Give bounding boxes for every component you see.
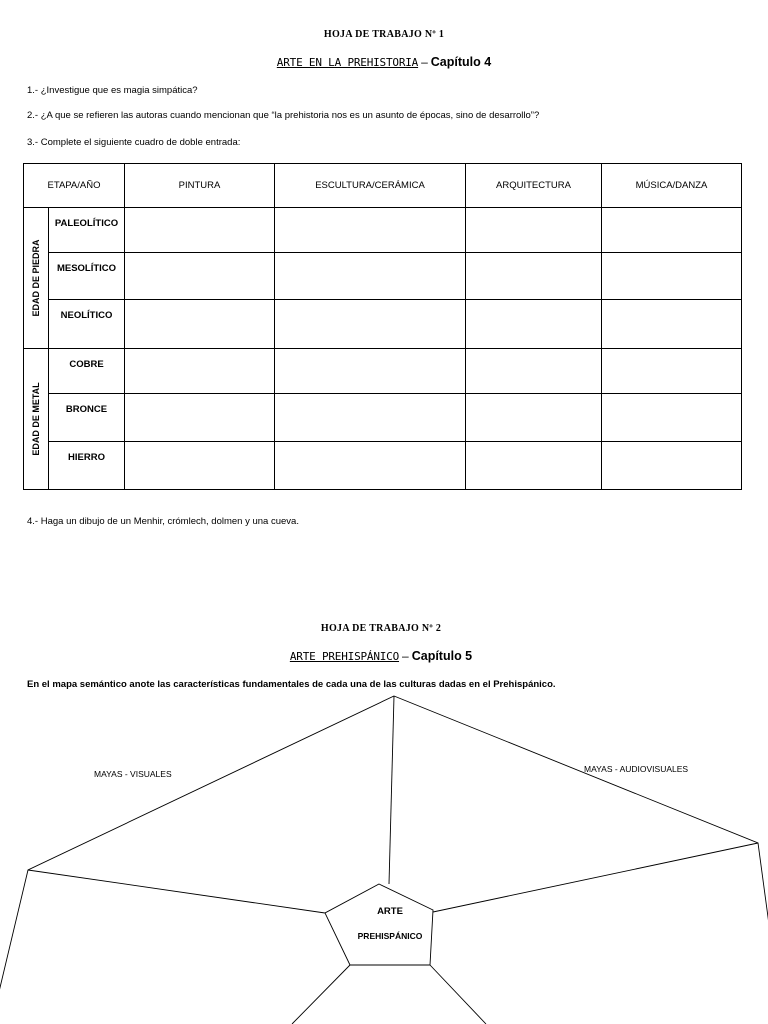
center-label-prehispanico: PREHISPÁNICO [357,931,423,941]
question-2: 2.- ¿A que se refieren las autoras cuando mencionan que “la prehistoria nos es un asunto de épocas, sino de desarrollo”? [27,110,540,121]
spoke-top [389,696,394,884]
outer-pentagon [0,696,768,1024]
header-arquitectura: ARQUITECTURA [466,164,602,208]
sheet1-subtitle-dash: – [421,55,428,69]
center-pentagon [325,884,433,965]
row-label-mesolitico: MESOLÍTICO [49,253,125,300]
spoke-bottom-right [430,965,486,1024]
row-label-bronce: BRONCE [49,394,125,442]
header-escultura: ESCULTURA/CERÁMICA [275,164,466,208]
center-label-arte: ARTE [377,906,403,917]
era-metal-label: EDAD DE METAL [31,382,41,456]
sheet1-subtitle-chapter: Capítulo 4 [430,55,492,69]
spoke-right [433,843,758,912]
question-4: 4.- Haga un dibujo de un Menhir, crómlech, dolmen y una cueva. [27,516,299,527]
label-mayas-visuales: MAYAS - VISUALES [94,769,172,779]
sheet2-subtitle-chapter: Capítulo 5 [411,649,473,663]
spoke-bottom-left [292,965,350,1024]
sheet2-title: HOJA DE TRABAJO Nº 2 [320,623,442,634]
row-label-paleolitico: PALEOLÍTICO [49,208,125,253]
row-label-neolitico: NEOLÍTICO [49,300,125,349]
question-3: 3.- Complete el siguiente cuadro de doble entrada: [27,137,241,148]
sheet1-title: HOJA DE TRABAJO Nº 1 [323,29,445,40]
sheet1-subtitle-hand: ARTE EN LA PREHISTORIA [276,56,419,69]
header-pintura: PINTURA [125,164,275,208]
header-etapa: ETAPA/AÑO [24,164,125,208]
label-mayas-audiovisuales: MAYAS - AUDIOVISUALES [584,764,689,774]
era-stone-label: EDAD DE PIEDRA [31,239,41,317]
sheet2-subtitle-hand: ARTE PREHISPÁNICO [289,650,400,663]
question-1: 1.- ¿Investigue que es magia simpática? [27,85,198,96]
sheet2-subtitle-dash: – [402,649,409,663]
row-label-hierro: HIERRO [49,442,125,490]
header-musica: MÚSICA/DANZA [602,164,742,208]
spoke-left [28,870,325,913]
sheet2-instruction: En el mapa semántico anote las características fundamentales de cada una de las culturas dadas en el Prehispánico. [27,679,556,690]
row-label-cobre: COBRE [49,349,125,394]
